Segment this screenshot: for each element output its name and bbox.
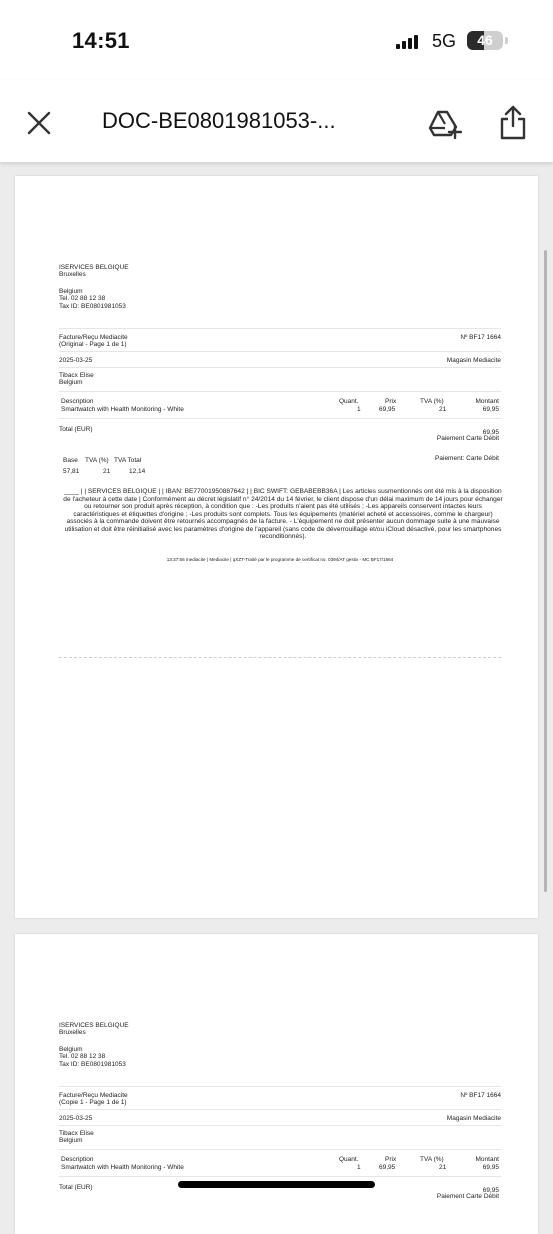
company-tel: Tel. 02 88 12 38 (59, 1053, 106, 1060)
document-type: Facture/Reçu Mediacite (59, 1092, 128, 1099)
home-indicator[interactable] (178, 1181, 375, 1188)
copy-label: (Copie 1 - Page 1 de 1) (59, 1099, 127, 1106)
col-description: Description (61, 398, 94, 405)
battery-icon (467, 31, 503, 50)
store-name: Magasin Mediacite (446, 1115, 501, 1122)
col-qty: Quant. (339, 398, 359, 405)
viewer-header (0, 80, 553, 162)
vat-base: 57,81 (63, 468, 80, 475)
item-vat: 21 (439, 406, 447, 413)
invoice-number: Nº BF17 1664 (460, 334, 501, 341)
battery-tip (505, 37, 508, 44)
col-amount: Montant (475, 1156, 499, 1163)
customer-country: Belgium (59, 379, 83, 386)
divider (59, 328, 501, 329)
col-vat: TVA (%) (420, 1156, 444, 1163)
company-city: Bruxelles (59, 271, 86, 278)
col-vat: TVA (%) (420, 398, 444, 405)
col-qty: Quant. (339, 1156, 359, 1163)
payment-method: Paiement Carte Débit (436, 1193, 499, 1200)
divider (59, 391, 501, 392)
cellular-signal-icon (396, 35, 418, 49)
payment-line: Paiement: Carte Débit (435, 455, 499, 462)
document-page-2[interactable] (15, 934, 538, 1234)
item-description: Smartwatch with Health Monitoring - White (61, 406, 184, 413)
divider (59, 418, 501, 419)
col-price: Prix (385, 1156, 397, 1163)
battery-percent: 46 (477, 32, 493, 48)
company-tax-id: Tax ID: BE0801981053 (59, 303, 126, 310)
item-description: Smartwatch with Health Monitoring - White (61, 1164, 184, 1171)
divider (59, 1109, 501, 1110)
col-price: Prix (385, 398, 397, 405)
company-country: Belgium (59, 288, 83, 295)
document-type: Facture/Reçu Mediacite (59, 334, 128, 341)
company-name: ISERVICES BELGIQUE (59, 1022, 129, 1029)
vat-total: 12,14 (129, 468, 146, 475)
invoice-number: Nº BF17 1664 (460, 1092, 501, 1099)
item-qty: 1 (357, 1164, 361, 1171)
company-tel: Tel. 02 88 12 38 (59, 295, 106, 302)
vat-total-label: TVA Total (114, 457, 142, 464)
close-icon[interactable] (26, 110, 52, 136)
total-label: Total (EUR) (59, 1184, 93, 1191)
terms-text: ____ | | SERVICES BELGIQUE | | IBAN: BE77001950887642 | | BIC SWIFT: GEBABEBB36A | Les articles susmentionnés ont été mis à la disposition de l'acheteur à cette date | Conformément au décret législatif n° 24/2014 du 14 février, le client dispose d'un délai maximum de 14 jours pour échanger ou retourner son produit après réception, à condition que : -Les produits n'aient pas été utilisés ; -Les appareils conservent intactes leurs caractéristiques et étiquettes d'origine ; -Les produits sont complets. Tous les équipements (matériel acheté et accessoires, comme le chargeur) associés à la commande doivent être retournés accompagnés de la facture. - L'équipement ne doit présenter aucun dommage suite à une mauvaise utilisation et doit être réinitialisé avec les paramètres d'origine de l'appareil (sans code de déverrouillage et/ou iCloud désactivé, pour les smartphones reconditionnés). (63, 488, 503, 540)
payment-method: Paiement Carte Débit (436, 435, 499, 442)
divider (59, 367, 501, 368)
vat-rate-label: TVA (%) (85, 457, 109, 464)
status-bar (0, 0, 553, 80)
item-price: 69,95 (379, 1164, 396, 1171)
divider (59, 1149, 501, 1150)
network-type: 5G (432, 31, 457, 51)
divider (59, 351, 501, 352)
company-tax-id: Tax ID: BE0801981053 (59, 1061, 126, 1068)
divider (59, 1086, 501, 1087)
item-vat: 21 (439, 1164, 447, 1171)
total-label: Total (EUR) (59, 426, 93, 433)
customer-name: Tibacx Elise (59, 372, 94, 379)
vat-base-label: Base (63, 457, 78, 464)
share-icon[interactable] (498, 105, 528, 141)
document-title: DOC-BE0801981053-... (102, 108, 336, 133)
total-value: 69,95 (482, 1187, 499, 1194)
divider (59, 1176, 501, 1177)
company-city: Bruxelles (59, 1029, 86, 1036)
scrollbar[interactable] (544, 250, 547, 892)
col-description: Description (61, 1156, 94, 1163)
item-amount: 69,95 (482, 406, 499, 413)
add-to-drive-icon[interactable] (428, 108, 462, 140)
company-country: Belgium (59, 1046, 83, 1053)
copy-label: (Original - Page 1 de 1) (59, 341, 127, 348)
invoice-date: 2025-03-25 (59, 1115, 93, 1122)
item-price: 69,95 (379, 406, 396, 413)
customer-country: Belgium (59, 1137, 83, 1144)
certification-footer: 13:37:56 mediacite | Mediacite | qXZT-Traité par le programme de certificat no. 0394/AT gestix - MC BF17/1664 (166, 557, 394, 562)
vat-rate: 21 (103, 468, 111, 475)
item-amount: 69,95 (482, 1164, 499, 1171)
total-value: 69,95 (482, 429, 499, 436)
company-name: ISERVICES BELGIQUE (59, 264, 129, 271)
store-name: Magasin Mediacite (446, 357, 501, 364)
status-time: 14:51 (72, 28, 130, 53)
divider (59, 1125, 501, 1126)
customer-name: Tibacx Elise (59, 1130, 94, 1137)
item-qty: 1 (357, 406, 361, 413)
invoice-date: 2025-03-25 (59, 357, 93, 364)
col-amount: Montant (475, 398, 499, 405)
page-break-divider (59, 657, 501, 658)
document-page-1[interactable] (15, 176, 538, 918)
